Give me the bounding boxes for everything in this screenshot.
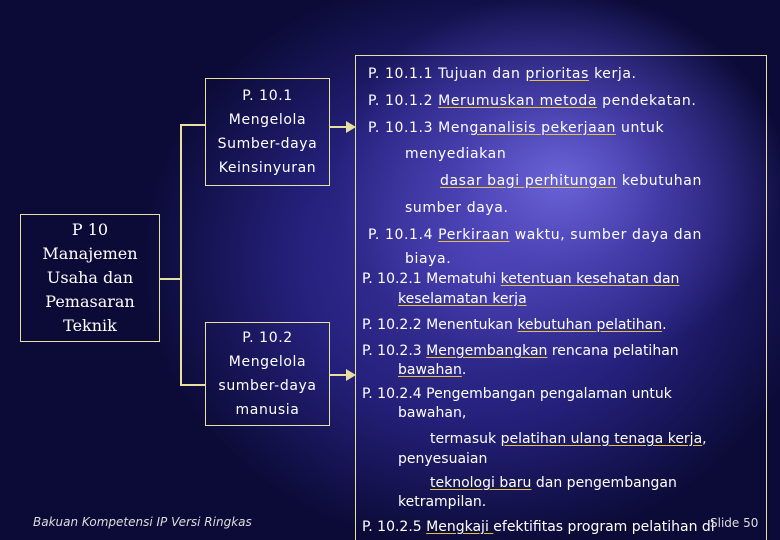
slide-number: Slide 50 (710, 516, 759, 530)
item-10-2-5: P. 10.2.5 Mengkaji efektifitas program pelatihan di (362, 519, 715, 535)
item-10-1-4: P. 10.1.4 Perkiraan waktu, sumber daya dan (368, 227, 702, 243)
item-10-2-4-line6: ketrampilan. (398, 494, 487, 510)
node-label: Sumber-daya (217, 136, 318, 152)
item-10-2-3: P. 10.2.3 Mengembangkan rencana pelatihan (362, 343, 679, 359)
node-label: Keinsinyuran (218, 160, 317, 176)
item-10-2-4-line4: penyesuaian (398, 451, 488, 467)
item-10-1-3-line2: menyediakan (405, 146, 507, 162)
node-label: P. 10.2 (242, 330, 293, 346)
item-10-2-2: P. 10.2.2 Menentukan kebutuhan pelatihan. (362, 317, 667, 333)
node-p10-2 (205, 322, 330, 426)
item-10-1-4-line2: biaya. (405, 251, 452, 267)
node-label: Teknik (63, 316, 117, 335)
node-label: Pemasaran (45, 292, 135, 311)
node-label: P 10 (71, 220, 109, 239)
node-label: Mengelola (228, 112, 307, 128)
item-10-2-4-line3: termasuk pelatihan ulang tenaga kerja, (430, 431, 707, 447)
node-label: Usaha dan (46, 268, 134, 287)
node-label: sumber-daya (218, 378, 317, 394)
connector-from-p10 (160, 278, 181, 280)
node-label: Mengelola (228, 354, 307, 370)
item-10-2-4-line2: bawahan, (398, 405, 467, 421)
item-10-1-2: P. 10.1.2 Merumuskan metoda pendekatan. (368, 93, 697, 109)
connector-vertical (180, 124, 182, 386)
node-label: Manajemen (42, 244, 138, 263)
connector-top (180, 124, 205, 126)
node-label: P. 10.1 (242, 88, 293, 104)
footer-text: Bakuan Kompetensi IP Versi Ringkas (33, 515, 252, 529)
node-label: manusia (235, 402, 300, 418)
item-10-2-3-line2: bawahan. (398, 362, 467, 378)
node-p10-1 (205, 78, 330, 186)
connector-bottom (180, 384, 205, 386)
item-10-1-3-line3: dasar bagi perhitungan kebutuhan (440, 173, 702, 189)
node-p10 (20, 214, 160, 342)
item-10-2-1: P. 10.2.1 Mematuhi ketentuan kesehatan dan (362, 271, 680, 287)
item-10-1-3-line4: sumber daya. (405, 200, 509, 216)
item-10-1-1: P. 10.1.1 Tujuan dan prioritas kerja. (368, 66, 637, 82)
item-10-2-1-line2: keselamatan kerja (398, 291, 527, 307)
item-10-1-3: P. 10.1.3 Menganalisis pekerjaan untuk (368, 120, 665, 136)
item-10-2-4-line5: teknologi baru dan pengembangan (430, 475, 677, 491)
item-10-2-4: P. 10.2.4 Pengembangan pengalaman untuk (362, 386, 672, 402)
